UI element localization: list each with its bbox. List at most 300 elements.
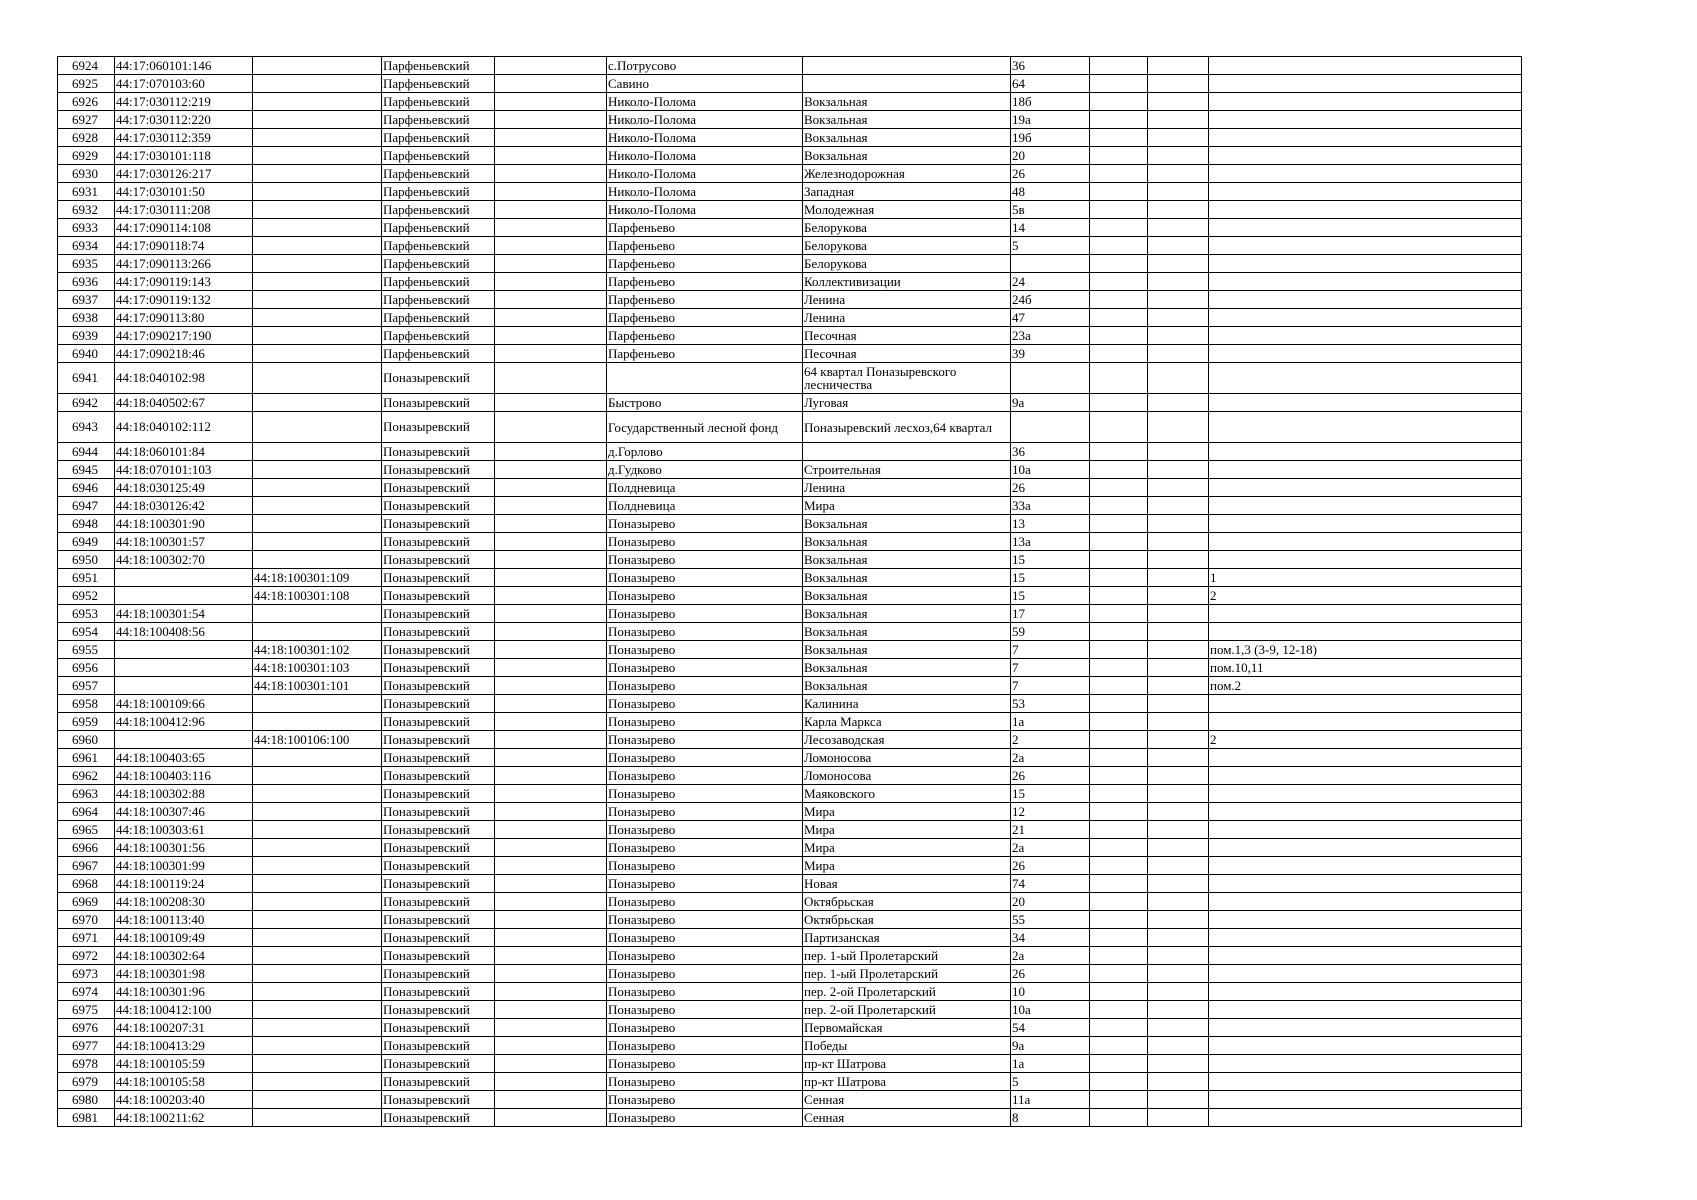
district-cell: Поназыревский: [382, 515, 495, 533]
apartment-cell: [1209, 623, 1522, 641]
district-cell: Поназыревский: [382, 605, 495, 623]
empty-cell: [1148, 965, 1209, 983]
empty-cell: [1090, 93, 1148, 111]
apartment-cell: [1209, 533, 1522, 551]
empty-cell: [1148, 515, 1209, 533]
locality-cell: д.Гудково: [607, 461, 803, 479]
table-row: [58, 893, 1522, 911]
locality-cell: Поназырево: [607, 929, 803, 947]
apartment-cell: [1209, 857, 1522, 875]
empty-cell: [1148, 461, 1209, 479]
premises-cadastral-number-cell: 44:18:100301:108: [253, 587, 382, 605]
cadastral-number-cell: 44:17:090118:74: [115, 237, 253, 255]
cadastral-number-cell: 44:17:090119:143: [115, 273, 253, 291]
street-cell: Вокзальная: [803, 533, 1011, 551]
premises-cadastral-number-cell: 44:18:100301:109: [253, 569, 382, 587]
table-row: [58, 731, 1522, 749]
empty-cell: [1148, 1073, 1209, 1091]
empty-cell: [1148, 443, 1209, 461]
cadastral-number-cell: 44:17:070103:60: [115, 75, 253, 93]
empty-cell: [1148, 201, 1209, 219]
empty-cell: [495, 237, 607, 255]
table-row: [58, 201, 1522, 219]
district-cell: Поназыревский: [382, 659, 495, 677]
apartment-cell: [1209, 165, 1522, 183]
empty-cell: [1148, 623, 1209, 641]
house-number-cell: 24: [1011, 273, 1090, 291]
cadastral-number-cell: 44:18:100203:40: [115, 1091, 253, 1109]
locality-cell: Николо-Полома: [607, 129, 803, 147]
row-number-cell: 6942: [58, 394, 115, 412]
district-cell: Поназыревский: [382, 551, 495, 569]
apartment-cell: [1209, 309, 1522, 327]
empty-cell: [495, 479, 607, 497]
locality-cell: Государственный лесной фонд: [607, 412, 803, 443]
cadastral-number-cell: 44:18:070101:103: [115, 461, 253, 479]
cadastral-number-cell: 44:18:100303:61: [115, 821, 253, 839]
street-cell: пр-кт Шатрова: [803, 1055, 1011, 1073]
empty-cell: [1148, 695, 1209, 713]
table-row: [58, 1109, 1522, 1127]
house-number-cell: 5: [1011, 237, 1090, 255]
apartment-cell: [1209, 345, 1522, 363]
district-cell: Поназыревский: [382, 965, 495, 983]
street-cell: Вокзальная: [803, 147, 1011, 165]
row-number-cell: 6947: [58, 497, 115, 515]
apartment-cell: [1209, 875, 1522, 893]
table-row: [58, 857, 1522, 875]
empty-cell: [495, 412, 607, 443]
house-number-cell: 2а: [1011, 749, 1090, 767]
apartment-cell: [1209, 821, 1522, 839]
cadastral-number-cell: 44:18:100302:70: [115, 551, 253, 569]
table-row: [58, 57, 1522, 75]
cadastral-number-cell: 44:17:090218:46: [115, 345, 253, 363]
row-number-cell: 6968: [58, 875, 115, 893]
table-row: [58, 587, 1522, 605]
street-cell: Вокзальная: [803, 623, 1011, 641]
empty-cell: [495, 533, 607, 551]
row-number-cell: 6974: [58, 983, 115, 1001]
table-row: [58, 394, 1522, 412]
table-row: [58, 183, 1522, 201]
district-cell: Поназыревский: [382, 641, 495, 659]
empty-cell: [1090, 1001, 1148, 1019]
locality-cell: [607, 363, 803, 394]
empty-cell: [495, 57, 607, 75]
empty-cell: [1090, 641, 1148, 659]
cadastral-number-cell: 44:18:100301:57: [115, 533, 253, 551]
cadastral-number-cell: 44:18:100301:90: [115, 515, 253, 533]
apartment-cell: [1209, 1055, 1522, 1073]
empty-cell: [1090, 587, 1148, 605]
empty-cell: [1148, 165, 1209, 183]
district-cell: Поназыревский: [382, 1055, 495, 1073]
empty-cell: [1148, 803, 1209, 821]
cadastral-number-cell: 44:18:100208:30: [115, 893, 253, 911]
district-cell: Поназыревский: [382, 713, 495, 731]
empty-cell: [1090, 623, 1148, 641]
empty-cell: [1148, 1019, 1209, 1037]
premises-cadastral-number-cell: [253, 443, 382, 461]
house-number-cell: 10а: [1011, 461, 1090, 479]
row-number-cell: 6973: [58, 965, 115, 983]
house-number-cell: 39: [1011, 345, 1090, 363]
cadastral-number-cell: 44:18:100113:40: [115, 911, 253, 929]
empty-cell: [1090, 1091, 1148, 1109]
row-number-cell: 6951: [58, 569, 115, 587]
premises-cadastral-number-cell: [253, 57, 382, 75]
house-number-cell: [1011, 255, 1090, 273]
premises-cadastral-number-cell: [253, 291, 382, 309]
premises-cadastral-number-cell: [253, 911, 382, 929]
street-cell: Сенная: [803, 1091, 1011, 1109]
row-number-cell: 6948: [58, 515, 115, 533]
district-cell: Поназыревский: [382, 875, 495, 893]
apartment-cell: [1209, 911, 1522, 929]
row-number-cell: 6970: [58, 911, 115, 929]
house-number-cell: 24б: [1011, 291, 1090, 309]
empty-cell: [1090, 731, 1148, 749]
cadastral-number-cell: 44:18:100412:100: [115, 1001, 253, 1019]
apartment-cell: 2: [1209, 731, 1522, 749]
street-cell: Мира: [803, 497, 1011, 515]
house-number-cell: 1а: [1011, 713, 1090, 731]
street-cell: пер. 2-ой Пролетарский: [803, 983, 1011, 1001]
house-number-cell: 36: [1011, 57, 1090, 75]
cadastral-number-cell: 44:18:060101:84: [115, 443, 253, 461]
premises-cadastral-number-cell: [253, 1001, 382, 1019]
house-number-cell: 2: [1011, 731, 1090, 749]
district-cell: Парфеньевский: [382, 57, 495, 75]
cadastral-number-cell: 44:18:100109:49: [115, 929, 253, 947]
locality-cell: Поназырево: [607, 1073, 803, 1091]
empty-cell: [1148, 273, 1209, 291]
apartment-cell: [1209, 965, 1522, 983]
empty-cell: [1148, 479, 1209, 497]
row-number-cell: 6925: [58, 75, 115, 93]
empty-cell: [495, 93, 607, 111]
empty-cell: [495, 219, 607, 237]
premises-cadastral-number-cell: [253, 1055, 382, 1073]
street-cell: Партизанская: [803, 929, 1011, 947]
locality-cell: Поназырево: [607, 515, 803, 533]
cadastral-number-cell: 44:17:090119:132: [115, 291, 253, 309]
premises-cadastral-number-cell: [253, 605, 382, 623]
empty-cell: [1090, 677, 1148, 695]
house-number-cell: 48: [1011, 183, 1090, 201]
apartment-cell: [1209, 947, 1522, 965]
street-cell: Ленина: [803, 309, 1011, 327]
empty-cell: [495, 677, 607, 695]
apartment-cell: [1209, 803, 1522, 821]
row-number-cell: 6946: [58, 479, 115, 497]
empty-cell: [495, 461, 607, 479]
row-number-cell: 6966: [58, 839, 115, 857]
cadastral-number-cell: [115, 569, 253, 587]
table-row: [58, 273, 1522, 291]
district-cell: Поназыревский: [382, 839, 495, 857]
empty-cell: [1090, 695, 1148, 713]
premises-cadastral-number-cell: [253, 1037, 382, 1055]
table-row: [58, 785, 1522, 803]
street-cell: [803, 75, 1011, 93]
house-number-cell: 12: [1011, 803, 1090, 821]
locality-cell: Поназырево: [607, 893, 803, 911]
empty-cell: [1090, 165, 1148, 183]
table-row: [58, 1073, 1522, 1091]
district-cell: Парфеньевский: [382, 201, 495, 219]
row-number-cell: 6962: [58, 767, 115, 785]
row-number-cell: 6937: [58, 291, 115, 309]
premises-cadastral-number-cell: [253, 623, 382, 641]
row-number-cell: 6979: [58, 1073, 115, 1091]
premises-cadastral-number-cell: [253, 461, 382, 479]
district-cell: Поназыревский: [382, 363, 495, 394]
cadastral-number-cell: 44:18:100403:116: [115, 767, 253, 785]
premises-cadastral-number-cell: [253, 1109, 382, 1127]
district-cell: Поназыревский: [382, 947, 495, 965]
empty-cell: [1090, 515, 1148, 533]
empty-cell: [1090, 147, 1148, 165]
empty-cell: [1090, 75, 1148, 93]
empty-cell: [1090, 911, 1148, 929]
district-cell: Поназыревский: [382, 412, 495, 443]
apartment-cell: [1209, 327, 1522, 345]
table-row: [58, 713, 1522, 731]
row-number-cell: 6950: [58, 551, 115, 569]
house-number-cell: 34: [1011, 929, 1090, 947]
empty-cell: [1090, 394, 1148, 412]
empty-cell: [1148, 1001, 1209, 1019]
row-number-cell: 6927: [58, 111, 115, 129]
house-number-cell: 33а: [1011, 497, 1090, 515]
locality-cell: Парфеньево: [607, 309, 803, 327]
empty-cell: [495, 659, 607, 677]
row-number-cell: 6940: [58, 345, 115, 363]
apartment-cell: [1209, 767, 1522, 785]
empty-cell: [495, 394, 607, 412]
district-cell: Парфеньевский: [382, 165, 495, 183]
empty-cell: [495, 183, 607, 201]
row-number-cell: 6952: [58, 587, 115, 605]
table-row: [58, 623, 1522, 641]
street-cell: [803, 443, 1011, 461]
street-cell: Сенная: [803, 1109, 1011, 1127]
empty-cell: [1090, 767, 1148, 785]
cadastral-number-cell: 44:18:100207:31: [115, 1019, 253, 1037]
street-cell: Карла Маркса: [803, 713, 1011, 731]
cadastral-number-cell: 44:18:100301:99: [115, 857, 253, 875]
cadastral-number-cell: [115, 659, 253, 677]
house-number-cell: 26: [1011, 165, 1090, 183]
district-cell: Поназыревский: [382, 803, 495, 821]
table-row: [58, 1055, 1522, 1073]
premises-cadastral-number-cell: [253, 412, 382, 443]
apartment-cell: [1209, 749, 1522, 767]
street-cell: Калинина: [803, 695, 1011, 713]
locality-cell: Николо-Полома: [607, 201, 803, 219]
row-number-cell: 6963: [58, 785, 115, 803]
cadastral-number-cell: 44:18:100412:96: [115, 713, 253, 731]
house-number-cell: 74: [1011, 875, 1090, 893]
premises-cadastral-number-cell: [253, 1091, 382, 1109]
empty-cell: [495, 309, 607, 327]
empty-cell: [1148, 947, 1209, 965]
row-number-cell: 6980: [58, 1091, 115, 1109]
empty-cell: [1148, 309, 1209, 327]
empty-cell: [1090, 713, 1148, 731]
locality-cell: Поназырево: [607, 587, 803, 605]
table-row: [58, 515, 1522, 533]
empty-cell: [1148, 569, 1209, 587]
empty-cell: [1148, 75, 1209, 93]
apartment-cell: [1209, 713, 1522, 731]
row-number-cell: 6958: [58, 695, 115, 713]
table-row: [58, 309, 1522, 327]
table-row: [58, 443, 1522, 461]
premises-cadastral-number-cell: [253, 183, 382, 201]
district-cell: Поназыревский: [382, 587, 495, 605]
row-number-cell: 6967: [58, 857, 115, 875]
street-cell: Мира: [803, 857, 1011, 875]
empty-cell: [1090, 345, 1148, 363]
street-cell: Маяковского: [803, 785, 1011, 803]
empty-cell: [1090, 255, 1148, 273]
empty-cell: [495, 641, 607, 659]
table-row: [58, 749, 1522, 767]
cadastral-number-cell: 44:18:100413:29: [115, 1037, 253, 1055]
district-cell: Поназыревский: [382, 731, 495, 749]
locality-cell: Поназырево: [607, 839, 803, 857]
premises-cadastral-number-cell: [253, 893, 382, 911]
street-cell: Мира: [803, 803, 1011, 821]
apartment-cell: [1209, 57, 1522, 75]
row-number-cell: 6941: [58, 363, 115, 394]
empty-cell: [495, 345, 607, 363]
table-row: [58, 1001, 1522, 1019]
empty-cell: [1090, 1109, 1148, 1127]
street-cell: Белорукова: [803, 237, 1011, 255]
table-row: [58, 291, 1522, 309]
empty-cell: [495, 803, 607, 821]
street-cell: Западная: [803, 183, 1011, 201]
locality-cell: Поназырево: [607, 1055, 803, 1073]
locality-cell: Быстрово: [607, 394, 803, 412]
row-number-cell: 6956: [58, 659, 115, 677]
empty-cell: [1090, 659, 1148, 677]
row-number-cell: 6953: [58, 605, 115, 623]
table-row: [58, 412, 1522, 443]
locality-cell: Поназырево: [607, 623, 803, 641]
cadastral-number-cell: 44:18:030126:42: [115, 497, 253, 515]
district-cell: Поназыревский: [382, 497, 495, 515]
premises-cadastral-number-cell: 44:18:100301:102: [253, 641, 382, 659]
apartment-cell: [1209, 219, 1522, 237]
empty-cell: [1148, 237, 1209, 255]
cadastral-number-cell: [115, 677, 253, 695]
street-cell: Вокзальная: [803, 677, 1011, 695]
street-cell: Вокзальная: [803, 605, 1011, 623]
row-number-cell: 6959: [58, 713, 115, 731]
empty-cell: [1090, 965, 1148, 983]
empty-cell: [1090, 443, 1148, 461]
empty-cell: [495, 273, 607, 291]
apartment-cell: [1209, 1037, 1522, 1055]
district-cell: Поназыревский: [382, 623, 495, 641]
table-row: [58, 461, 1522, 479]
table-row: [58, 1019, 1522, 1037]
premises-cadastral-number-cell: [253, 273, 382, 291]
empty-cell: [495, 569, 607, 587]
street-cell: Вокзальная: [803, 551, 1011, 569]
cadastral-number-cell: 44:17:030112:359: [115, 129, 253, 147]
empty-cell: [495, 983, 607, 1001]
row-number-cell: 6929: [58, 147, 115, 165]
empty-cell: [1148, 551, 1209, 569]
street-cell: Мира: [803, 839, 1011, 857]
empty-cell: [1090, 821, 1148, 839]
house-number-cell: 26: [1011, 965, 1090, 983]
house-number-cell: 8: [1011, 1109, 1090, 1127]
district-cell: Поназыревский: [382, 533, 495, 551]
empty-cell: [1148, 57, 1209, 75]
street-cell: Первомайская: [803, 1019, 1011, 1037]
table-row: [58, 983, 1522, 1001]
street-cell: Мира: [803, 821, 1011, 839]
table-row: [58, 929, 1522, 947]
apartment-cell: [1209, 183, 1522, 201]
street-cell: Белорукова: [803, 219, 1011, 237]
row-number-cell: 6934: [58, 237, 115, 255]
locality-cell: Парфеньево: [607, 345, 803, 363]
empty-cell: [1090, 1019, 1148, 1037]
premises-cadastral-number-cell: [253, 147, 382, 165]
empty-cell: [1148, 749, 1209, 767]
street-cell: Вокзальная: [803, 641, 1011, 659]
cadastral-number-cell: 44:17:030126:217: [115, 165, 253, 183]
table-row: [58, 219, 1522, 237]
row-number-cell: 6924: [58, 57, 115, 75]
district-cell: Поназыревский: [382, 479, 495, 497]
apartment-cell: [1209, 479, 1522, 497]
premises-cadastral-number-cell: [253, 165, 382, 183]
empty-cell: [1148, 659, 1209, 677]
street-cell: [803, 57, 1011, 75]
premises-cadastral-number-cell: [253, 394, 382, 412]
street-cell: Вокзальная: [803, 129, 1011, 147]
table-row: [58, 345, 1522, 363]
empty-cell: [1148, 129, 1209, 147]
house-number-cell: 15: [1011, 785, 1090, 803]
locality-cell: Поназырево: [607, 767, 803, 785]
empty-cell: [1090, 857, 1148, 875]
cadastral-number-cell: [115, 731, 253, 749]
table-row: [58, 363, 1522, 394]
row-number-cell: 6960: [58, 731, 115, 749]
apartment-cell: [1209, 461, 1522, 479]
empty-cell: [1090, 749, 1148, 767]
table-row: [58, 677, 1522, 695]
empty-cell: [495, 551, 607, 569]
cadastral-number-cell: 44:17:030111:208: [115, 201, 253, 219]
table-row: [58, 93, 1522, 111]
cadastral-number-cell: 44:17:090114:108: [115, 219, 253, 237]
empty-cell: [495, 497, 607, 515]
empty-cell: [1090, 605, 1148, 623]
apartment-cell: [1209, 147, 1522, 165]
empty-cell: [1148, 731, 1209, 749]
